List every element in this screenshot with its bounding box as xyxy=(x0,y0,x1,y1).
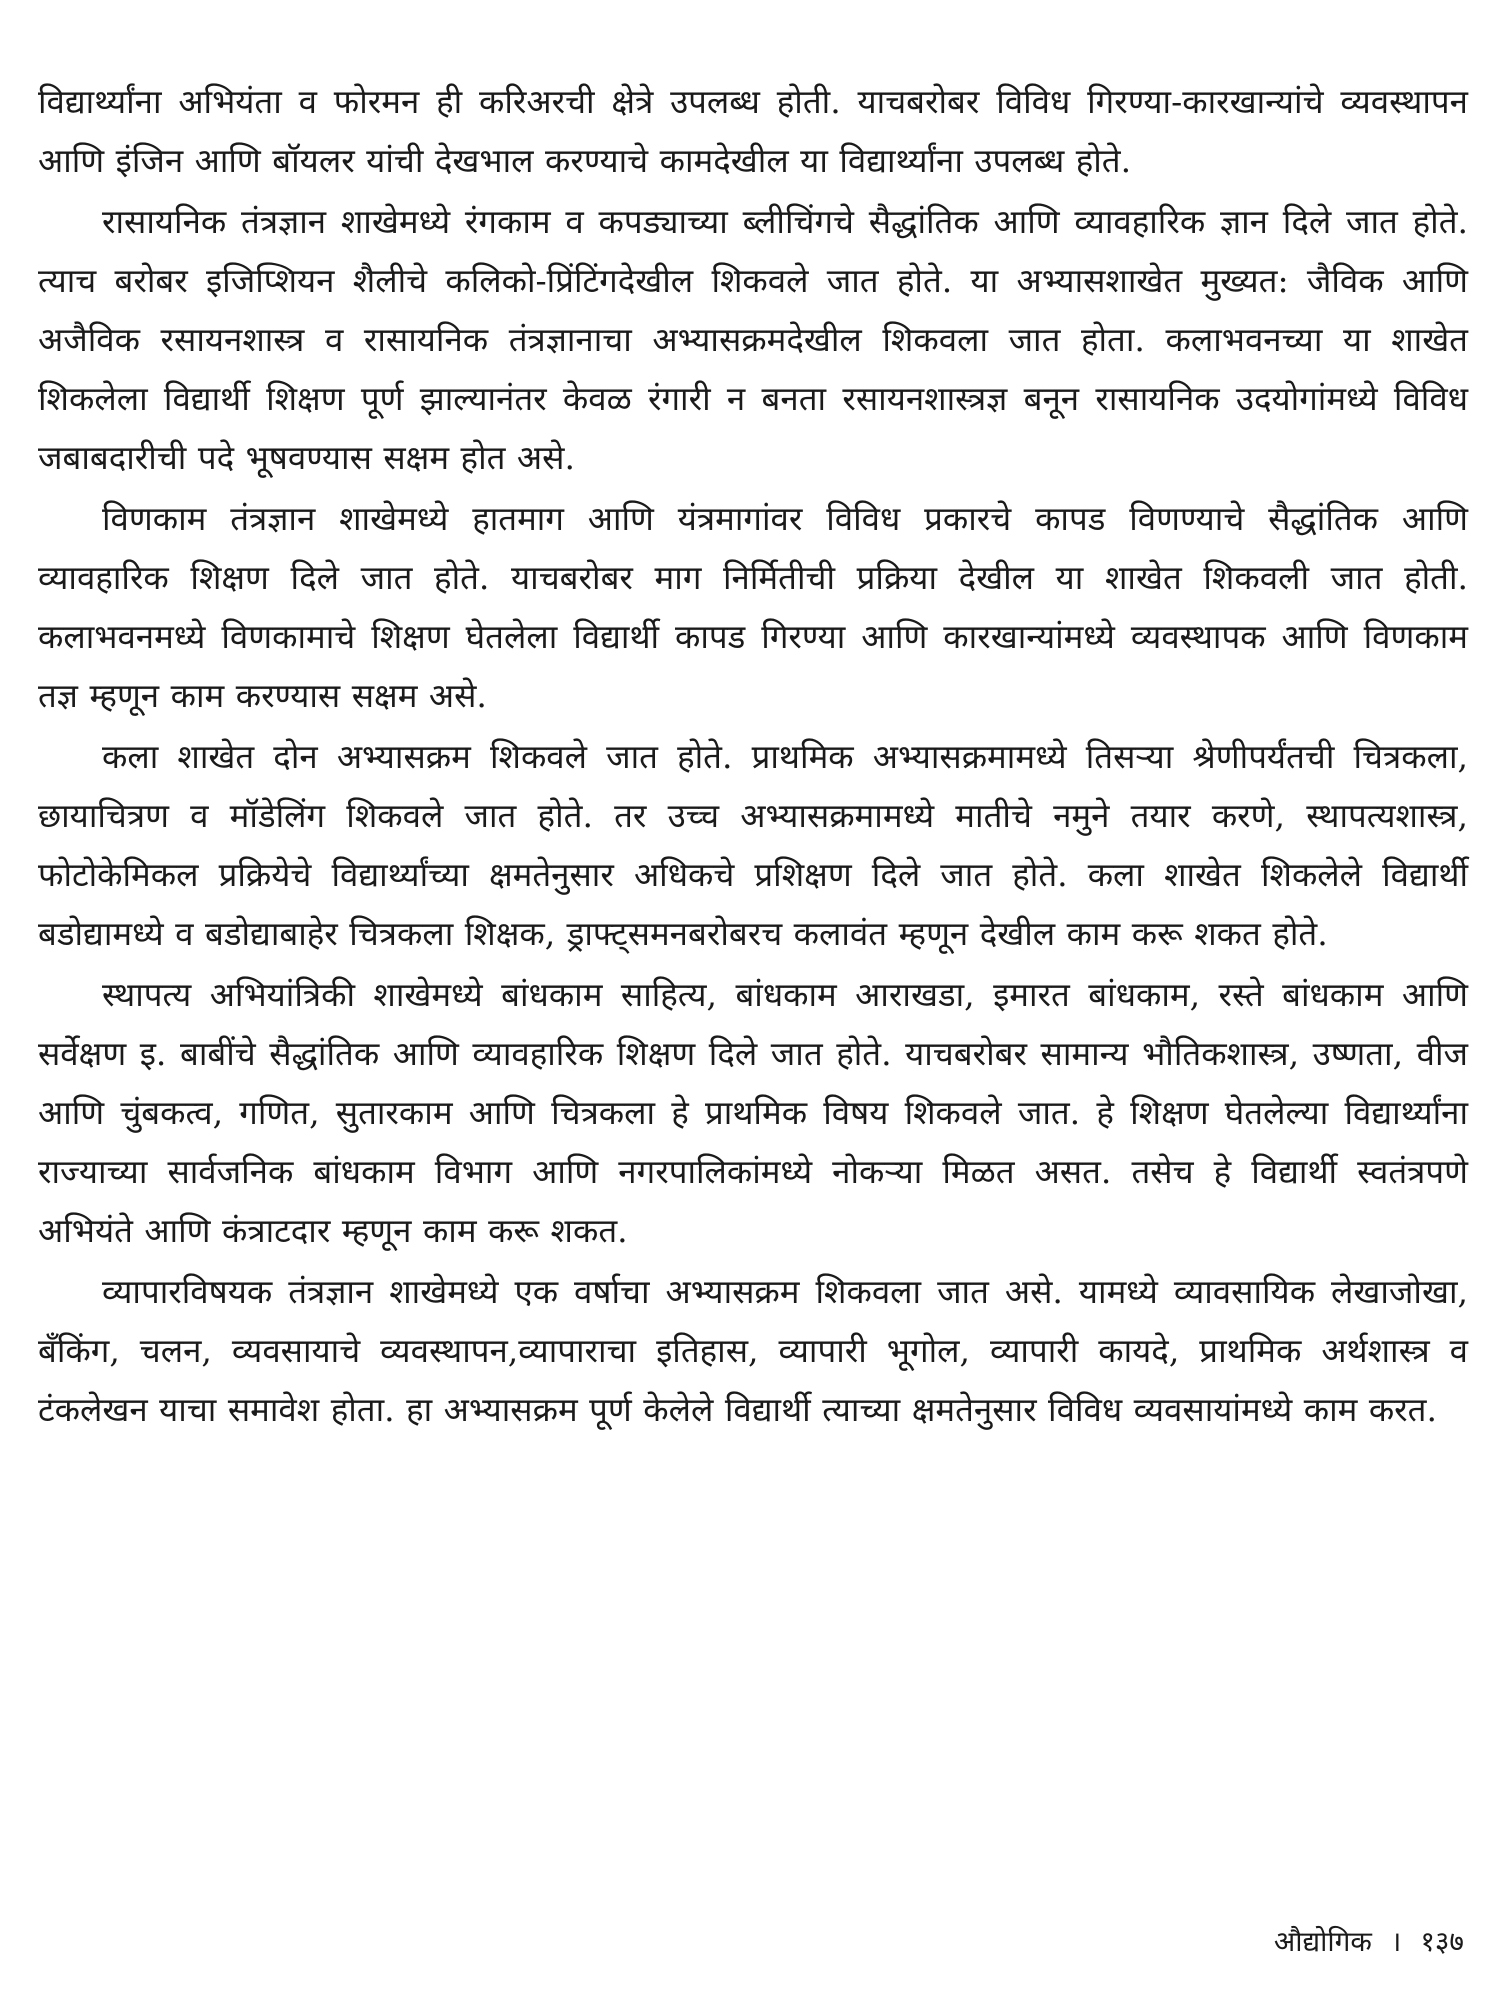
paragraph-commerce-technology: व्यापारविषयक तंत्रज्ञान शाखेमध्ये एक वर्षाचा अभ्यासक्रम शिकवला जात असे. यामध्ये व्यावसायिक लेखाजोखा, बँकिंग, चलन, व्यवसायाचे व्यवस्थापन,व्यापाराचा इतिहास, व्यापारी भूगोल, व्यापारी कायदे, प्राथमिक अर्थशास्त्र व टंकलेखन याचा समावेश होता. हा अभ्यासक्रम पूर्ण केलेले विद्यार्थी त्याच्या क्षमतेनुसार विविध व्यवसायांमध्ये काम करत. xyxy=(38,1272,1468,1429)
paragraph-chemical-technology: रासायनिक तंत्रज्ञान शाखेमध्ये रंगकाम व कपड्याच्या ब्लीचिंगचे सैद्धांतिक आणि व्यावहारिक ज्ञान दिले जात होते. त्याच बरोबर इजिप्शियन शैलीचे कलिको-प्रिंटिंगदेखील शिकवले जात होते. या अभ्यासशाखेत मुख्यत: जैविक आणि अजैविक रसायनशास्त्र व रासायनिक तंत्रज्ञानाचा अभ्यासक्रमदेखील शिकवला जात होता. कलाभवनच्या या शाखेत शिकलेला विद्यार्थी शिक्षण पूर्ण झाल्यानंतर केवळ रंगारी न बनता रसायनशास्त्रज्ञ बनून रासायनिक उदयोगांमध्ये विविध जबाबदारीची पदे भूषवण्यास सक्षम होत असे. xyxy=(38,202,1468,477)
paragraph-continuation: विद्यार्थ्यांना अभियंता व फोरमन ही करिअरची क्षेत्रे उपलब्ध होती. याचबरोबर विविध गिरण्या-कारखान्यांचे व्यवस्थापन आणि इंजिन आणि बॉयलर यांची देखभाल करण्याचे कामदेखील या विद्यार्थ्यांना उपलब्ध होते. xyxy=(38,82,1468,180)
footer-separator: । xyxy=(1390,1925,1402,1958)
paragraph-civil-engineering: स्थापत्य अभियांत्रिकी शाखेमध्ये बांधकाम साहित्य, बांधकाम आराखडा, इमारत बांधकाम, रस्ते बांधकाम आणि सर्वेक्षण इ. बाबींचे सैद्धांतिक आणि व्यावहारिक शिक्षण दिले जात होते. याचबरोबर सामान्य भौतिकशास्त्र, उष्णता, वीज आणि चुंबकत्व, गणित, सुतारकाम आणि चित्रकला हे प्राथमिक विषय शिकवले जात. हे शिक्षण घेतलेल्या विद्यार्थ्यांना राज्याच्या सार्वजनिक बांधकाम विभाग आणि नगरपालिकांमध्ये नोकऱ्या मिळत असत. तसेच हे विद्यार्थी स्वतंत्रपणे अभियंते आणि कंत्राटदार म्हणून काम करू शकत. xyxy=(38,975,1468,1250)
paragraph-weaving-technology: विणकाम तंत्रज्ञान शाखेमध्ये हातमाग आणि यंत्रमागांवर विविध प्रकारचे कापड विणण्याचे सैद्धांतिक आणि व्यावहारिक शिक्षण दिले जात होते. याचबरोबर माग निर्मितीची प्रक्रिया देखील या शाखेत शिकवली जात होती. कलाभवनमध्ये विणकामाचे शिक्षण घेतलेला विद्यार्थी कापड गिरण्या आणि कारखान्यांमध्ये व्यवस्थापक आणि विणकाम तज्ञ म्हणून काम करण्यास सक्षम असे. xyxy=(38,499,1468,715)
page-footer xyxy=(1274,1922,1464,1960)
page-number: १३७ xyxy=(1420,1925,1464,1958)
document-page xyxy=(38,72,1468,1982)
paragraph-art-branch: कला शाखेत दोन अभ्यासक्रम शिकवले जात होते. प्राथमिक अभ्यासक्रमामध्ये तिसऱ्या श्रेणीपर्यंतची चित्रकला, छायाचित्रण व मॉडेलिंग शिकवले जात होते. तर उच्च अभ्यासक्रमामध्ये मातीचे नमुने तयार करणे, स्थापत्यशास्त्र, फोटोकेमिकल प्रक्रियेचे विद्यार्थ्यांच्या क्षमतेनुसार अधिकचे प्रशिक्षण दिले जात होते. कला शाखेत शिकलेले विद्यार्थी बडोद्यामध्ये व बडोद्याबाहेर चित्रकला शिक्षक, ड्राफ्ट्समनबरोबरच कलावंत म्हणून देखील काम करू शकत होते. xyxy=(38,737,1468,953)
footer-section-title: औद्योगिक xyxy=(1273,1925,1372,1958)
